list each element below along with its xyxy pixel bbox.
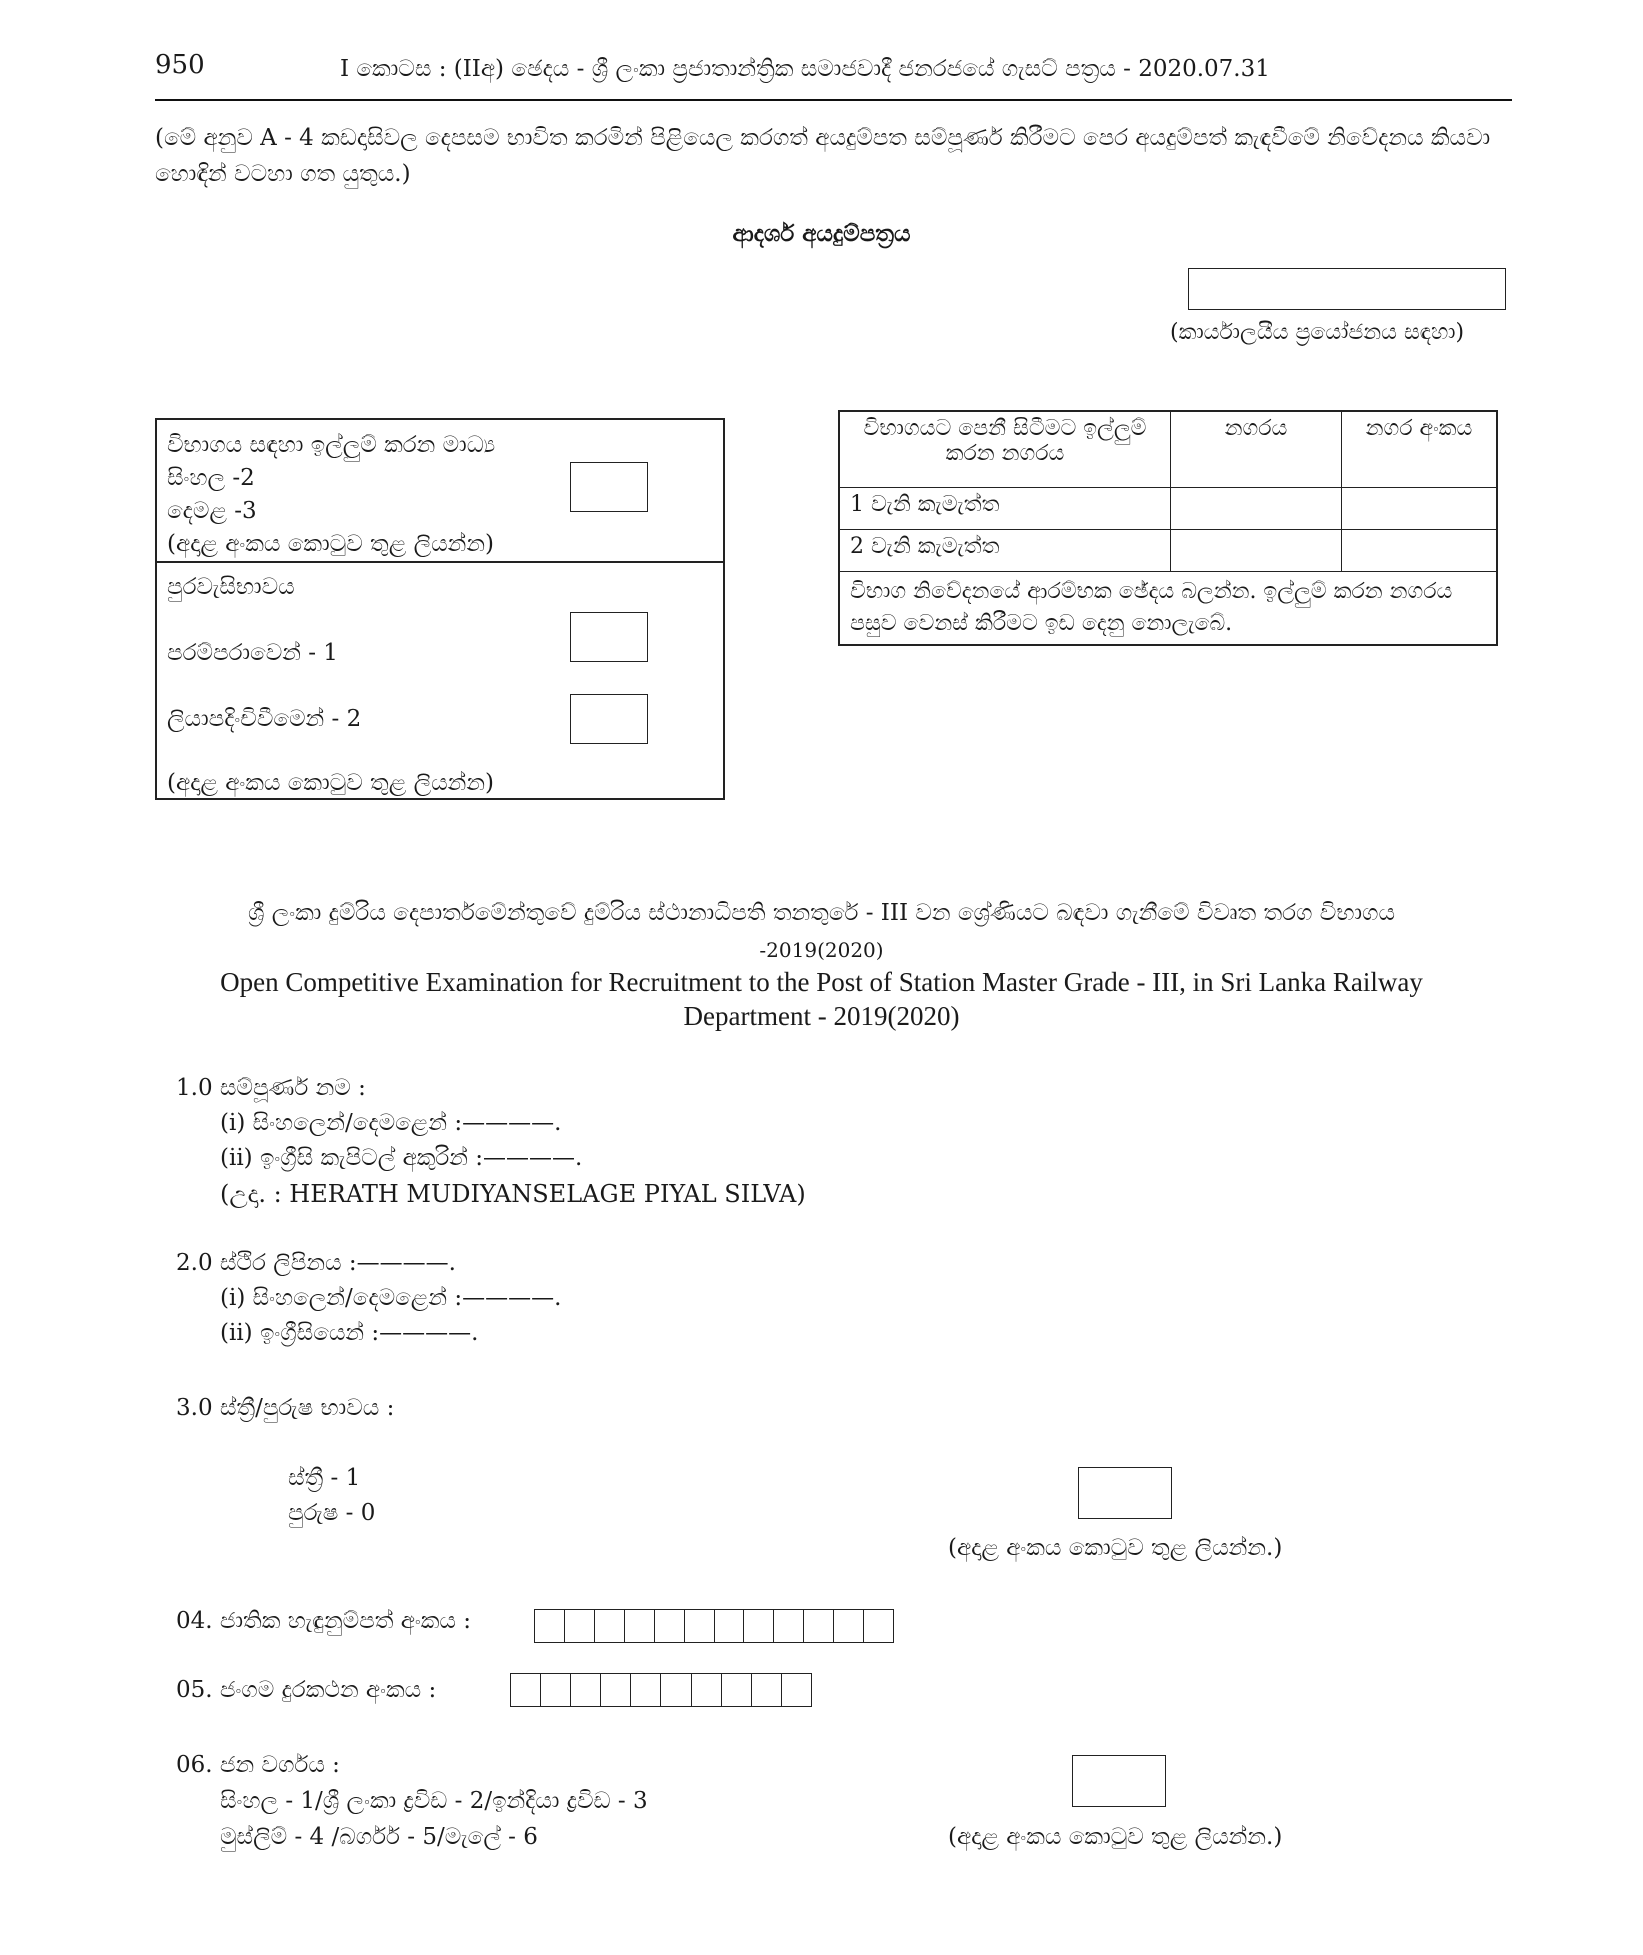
citizenship-option-registration: ලියාපදිංචිවීමෙන් - 2 <box>167 706 362 732</box>
nic-digit-cell[interactable] <box>834 1610 864 1642</box>
second-choice-number-cell[interactable] <box>1342 529 1498 571</box>
q2-address-english: (ii) ඉංග්‍රීසියෙන් :————. <box>220 1320 479 1346</box>
city-table-row-first-choice: 1 වැනි කැමැත්ත <box>839 487 1171 529</box>
nic-digit-cell[interactable] <box>744 1610 774 1642</box>
first-choice-number-cell[interactable] <box>1342 487 1498 529</box>
medium-input-box[interactable] <box>570 462 648 512</box>
mobile-digit-cell[interactable] <box>782 1674 811 1706</box>
q3-female-option: ස්ත්‍රී - 1 <box>288 1465 361 1491</box>
citizenship-descent-box[interactable] <box>570 612 648 662</box>
gender-input-box[interactable] <box>1078 1467 1172 1519</box>
citizenship-instruction: (අදාළ අංකය කොටුව තුළ ලියන්න) <box>167 770 494 796</box>
q4-nic-label: 04. ජාතික හැඳුනුම්පත් අංකය : <box>176 1608 471 1634</box>
mobile-number-field[interactable] <box>510 1673 812 1707</box>
running-title: I කොටස : (IIඅ) ඡෙදය - ශ්‍රී ලංකා ප්‍රජාතාන්ත්‍රික සමාජවාදී ජනරජයේ ගැසට් පත්‍රය - 2020.07.31 <box>340 56 1270 82</box>
city-table-header-city-number: නගර අංකය <box>1342 411 1498 487</box>
nic-digit-cell[interactable] <box>655 1610 685 1642</box>
model-form-title: ආදර්ශ අයදුම්පත්‍රය <box>732 220 911 247</box>
nic-digit-cell[interactable] <box>595 1610 625 1642</box>
q6-instruction: (අදාළ අංකය කොටුව තුළ ලියන්න.) <box>948 1824 1283 1850</box>
nic-digit-cell[interactable] <box>535 1610 565 1642</box>
q3-gender-label: 3.0 ස්ත්‍රී/පුරුෂ භාවය : <box>176 1395 395 1421</box>
office-use-box[interactable] <box>1188 268 1506 310</box>
page-number: 950 <box>155 50 205 80</box>
header-rule <box>155 99 1512 101</box>
nic-digit-cell[interactable] <box>565 1610 595 1642</box>
nic-digit-cell[interactable] <box>625 1610 655 1642</box>
mobile-digit-cell[interactable] <box>752 1674 782 1706</box>
mobile-digit-cell[interactable] <box>631 1674 661 1706</box>
ethnicity-input-box[interactable] <box>1072 1755 1166 1807</box>
exam-title-sinhala: ශ්‍රී ලංකා දුම්රිය දෙපාර්තමේන්තුවේ දුම්රිය ස්ථානාධිපති තනතුරේ - III වන ශ්‍රේණියට බඳවා ගැනීමේ විවෘත තරග විභාගය <box>247 900 1395 926</box>
box-divider <box>155 561 725 563</box>
citizenship-option-descent: පරම්පරාවෙන් - 1 <box>167 640 338 666</box>
exam-title-english: Open Competitive Examination for Recruitment to the Post of Station Master Grade - III, in Sri Lanka Railway Department - 2019(2020) <box>220 967 1423 1031</box>
medium-option-sinhala: සිංහල -2 <box>167 465 255 491</box>
city-table-header-preference: විභාගයට පෙනී සිටීමට ඉල්ලුම් කරන නගරය <box>839 411 1171 487</box>
notice-text: (මේ අනුව A - 4 කඩදාසිවල දෙපසම භාවිත කරමින් පිළියෙල කරගත් අයදුම්පත සම්පූර්ණ කිරීමට පෙර අයදුම්පත් කැඳවීමේ නිවේදනය කියවා හොඳින් වටහා ගත යුතුය.) <box>155 125 1491 187</box>
mobile-digit-cell[interactable] <box>571 1674 601 1706</box>
mobile-digit-cell[interactable] <box>692 1674 722 1706</box>
q6-ethnicity-label: 06. ජන වර්ගය : <box>176 1752 340 1778</box>
exam-city-table <box>838 410 1498 646</box>
first-choice-city-cell[interactable] <box>1171 487 1342 529</box>
exam-year-sinhala: -2019(2020) <box>759 938 884 962</box>
medium-instruction: (අදාළ අංකය කොටුව තුළ ලියන්න) <box>167 531 494 557</box>
city-table-note: විභාග නිවේදනයේ ආරම්භක ඡේදය බලන්න. ඉල්ලුම් කරන නගරය පසුව වෙනස් කිරීමට ඉඩ දෙනු නොලැබේ. <box>839 571 1497 645</box>
citizenship-title: පුරවැසිභාවය <box>167 574 295 600</box>
second-choice-city-cell[interactable] <box>1171 529 1342 571</box>
q1-name-sinhala-tamil: (i) සිංහලෙන්/දෙමළෙන් :————. <box>220 1110 562 1136</box>
mobile-digit-cell[interactable] <box>722 1674 752 1706</box>
nic-number-field[interactable] <box>534 1609 894 1643</box>
medium-option-tamil: දෙමළ -3 <box>167 498 257 524</box>
q2-address-label: 2.0 ස්ථිර ලිපිනය :————. <box>176 1250 456 1276</box>
citizenship-registration-box[interactable] <box>570 694 648 744</box>
q2-address-sinhala-tamil: (i) සිංහලෙන්/දෙමළෙන් :————. <box>220 1285 562 1311</box>
q3-male-option: පුරුෂ - 0 <box>288 1500 376 1526</box>
nic-digit-cell[interactable] <box>715 1610 745 1642</box>
q1-full-name-label: 1.0 සම්පූර්ණ නම : <box>176 1075 366 1101</box>
q6-ethnicity-options-line2: මුස්ලිම් - 4 /බර්ගර් - 5/මැලේ - 6 <box>220 1824 538 1850</box>
medium-title: විභාගය සඳහා ඉල්ලුම් කරන මාධ්‍ය <box>167 432 496 458</box>
nic-digit-cell[interactable] <box>774 1610 804 1642</box>
nic-digit-cell[interactable] <box>864 1610 893 1642</box>
office-use-label: (කාර්යාලයීය ප්‍රයෝජනය සඳහා) <box>1170 320 1465 345</box>
mobile-digit-cell[interactable] <box>541 1674 571 1706</box>
mobile-digit-cell[interactable] <box>511 1674 541 1706</box>
city-table-row-second-choice: 2 වැනි කැමැත්ත <box>839 529 1171 571</box>
nic-digit-cell[interactable] <box>804 1610 834 1642</box>
mobile-digit-cell[interactable] <box>601 1674 631 1706</box>
q3-instruction: (අදාළ අංකය කොටුව තුළ ලියන්න.) <box>948 1535 1283 1561</box>
nic-digit-cell[interactable] <box>685 1610 715 1642</box>
q5-mobile-label: 05. ජංගම දුරකථන අංකය : <box>176 1677 437 1703</box>
q6-ethnicity-options-line1: සිංහල - 1/ශ්‍රී ලංකා ද්‍රවිඩ - 2/ඉන්දියා ද්‍රවිඩ - 3 <box>220 1788 648 1814</box>
q1-name-example: (උදා. : HERATH MUDIYANSELAGE PIYAL SILVA) <box>220 1180 806 1208</box>
q1-name-english-capitals: (ii) ඉංග්‍රීසි කැපිටල් අකුරින් :————. <box>220 1145 583 1171</box>
city-table-header-city: නගරය <box>1171 411 1342 487</box>
mobile-digit-cell[interactable] <box>661 1674 691 1706</box>
